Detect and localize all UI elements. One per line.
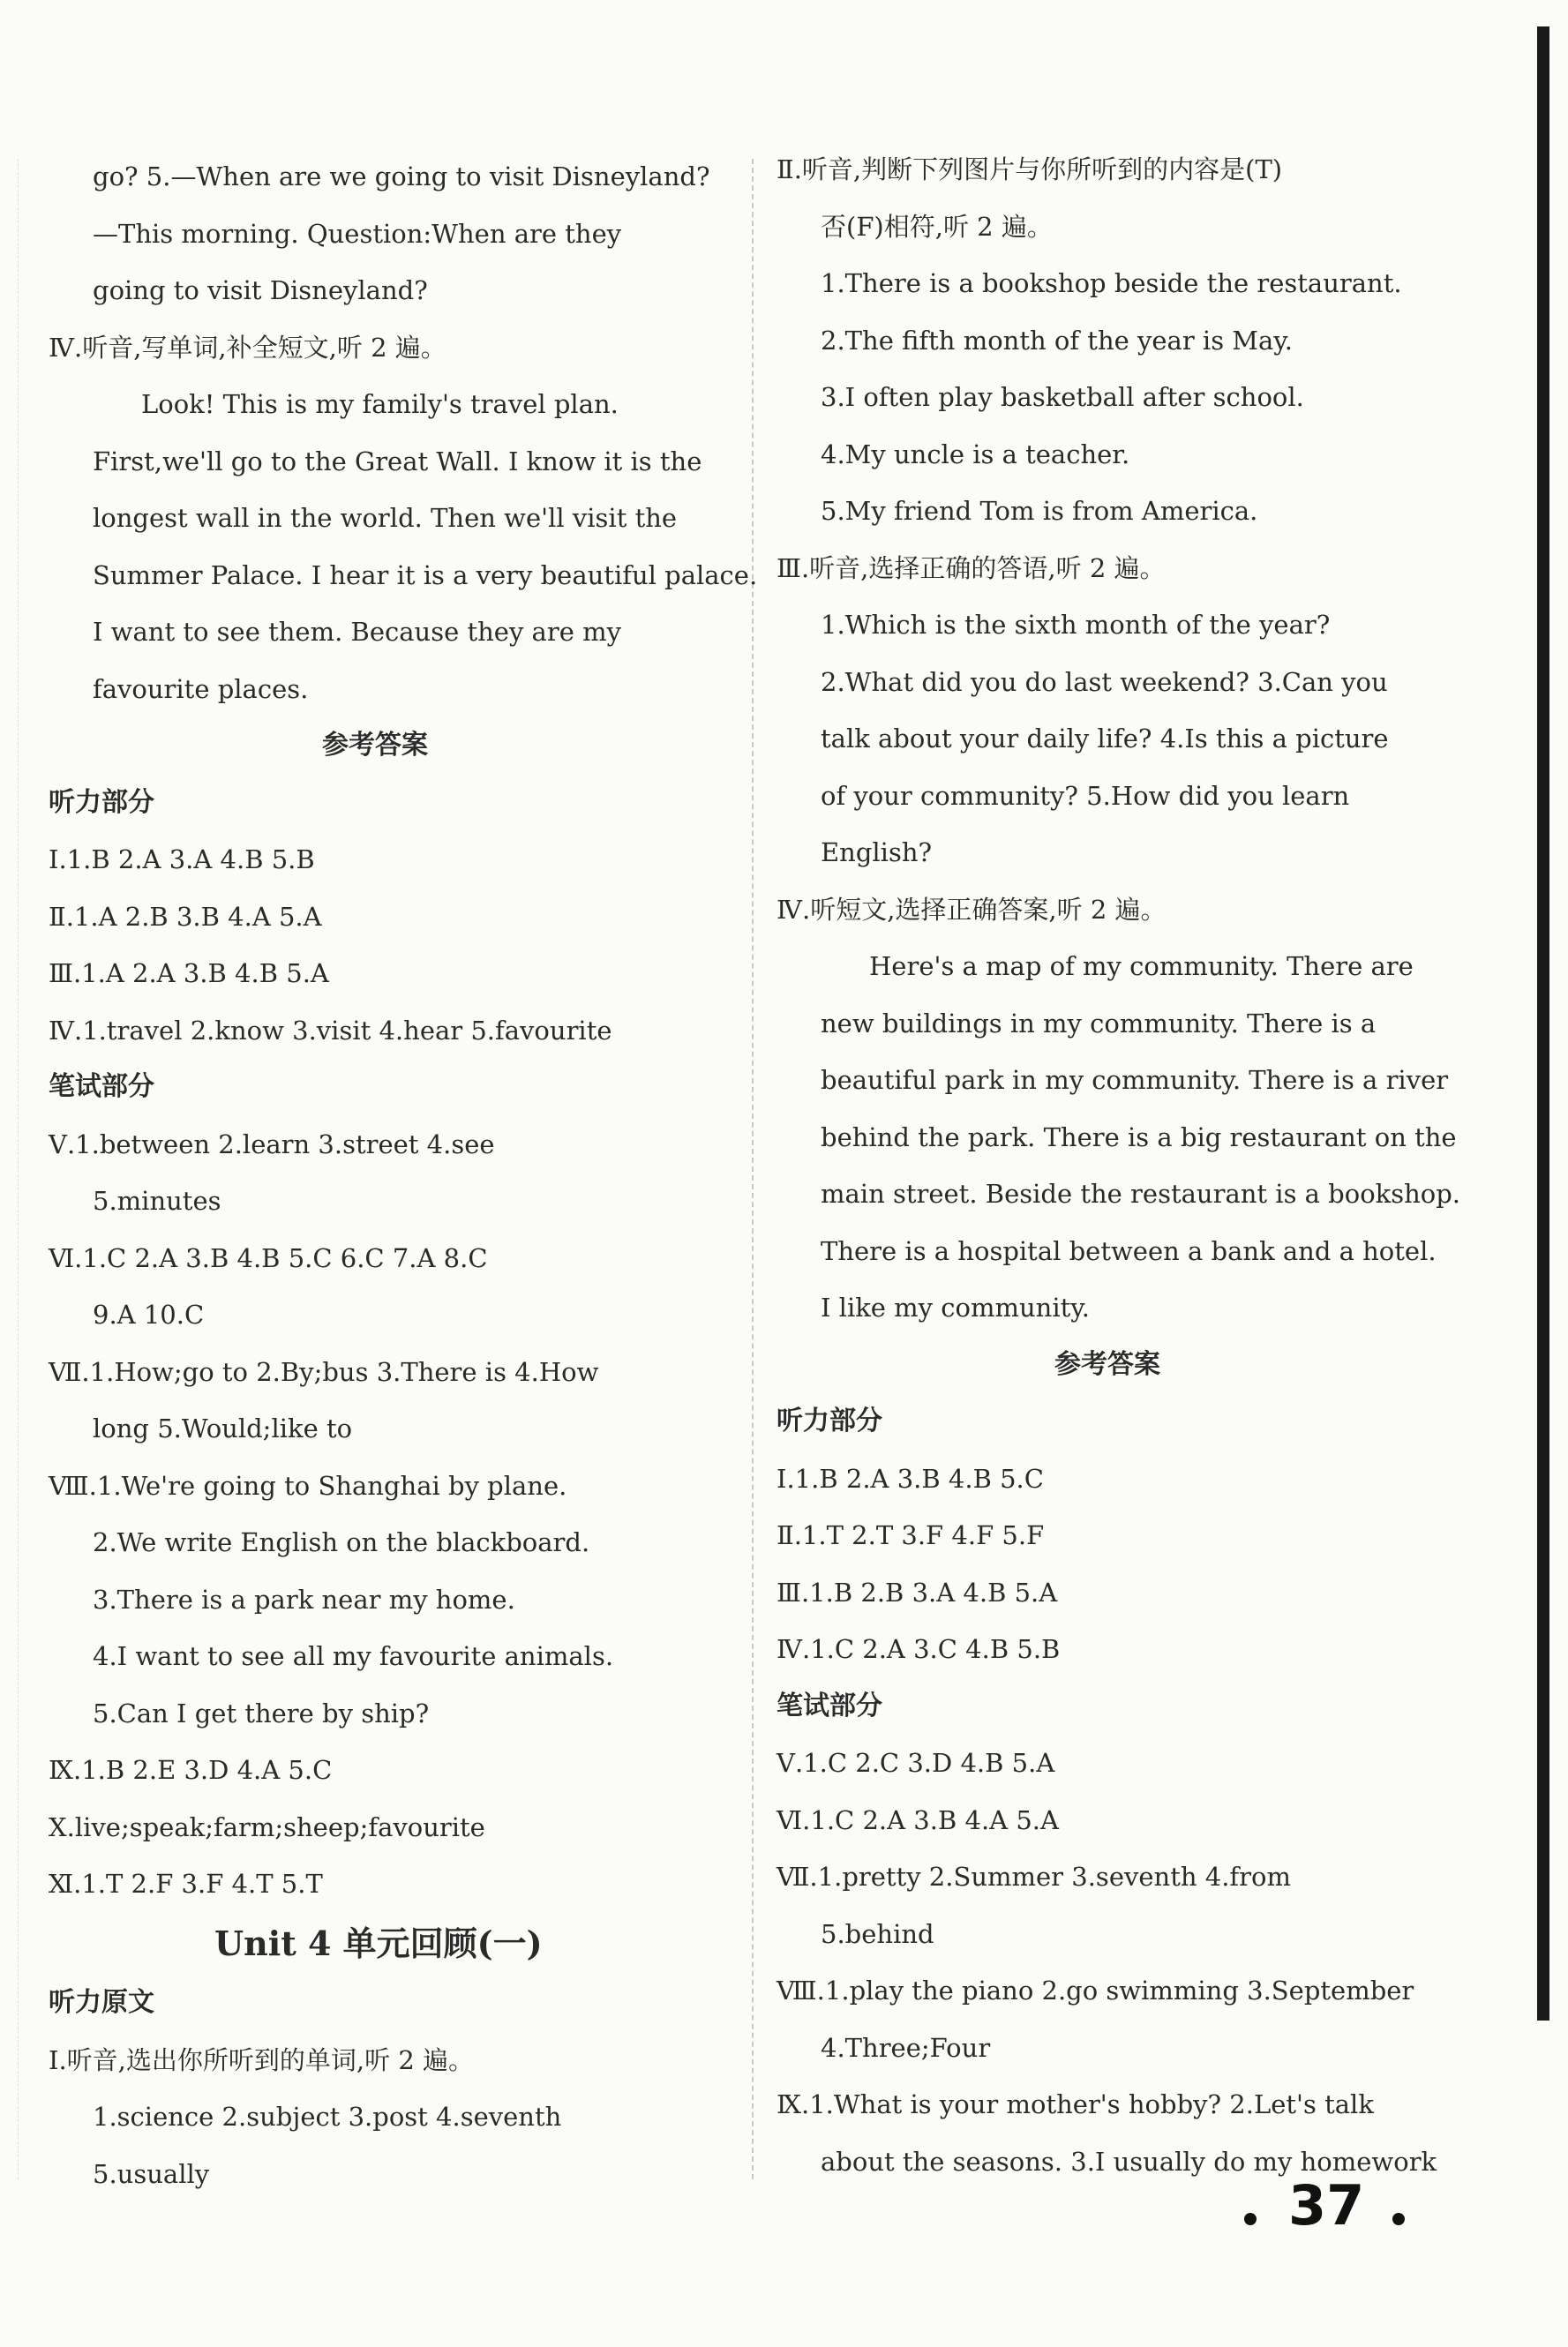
written-title: 笔试部分 — [49, 1071, 154, 1102]
script-line: 3.I often play basketball after school. — [821, 382, 1304, 412]
answer-line: 4.Three;Four — [821, 2032, 991, 2063]
answer-line: Ⅶ.1.pretty 2.Summer 3.seventh 4.from — [776, 1862, 1291, 1892]
unit-title: Unit 4 单元回顾(一) — [214, 1923, 543, 1963]
script-line: of your community? 5.How did you learn — [821, 780, 1350, 811]
passage-line: Summer Palace. I hear it is a very beautiful palace. — [93, 559, 758, 590]
script-line: 2.What did you do last weekend? 3.Can you — [821, 666, 1388, 697]
answer-line: Ⅲ.1.A 2.A 3.B 4.B 5.A — [49, 958, 329, 988]
column-divider — [752, 159, 754, 2179]
answer-line: Ⅱ.1.T 2.T 3.F 4.F 5.F — [776, 1520, 1045, 1550]
script-line: 2.The fifth month of the year is May. — [821, 325, 1294, 356]
script-line: Ⅱ.听音,判断下列图片与你所听到的内容是(T) — [776, 154, 1283, 184]
script-line: English? — [821, 837, 933, 867]
listening-title: 听力部分 — [49, 786, 154, 818]
answer-line: Ⅸ.1.What is your mother's hobby? 2.Let's talk — [776, 2089, 1374, 2119]
answer-line: 5.behind — [821, 1918, 934, 1949]
script-line: Ⅲ.听音,选择正确的答语,听 2 遍。 — [776, 552, 1166, 583]
answer-line: 2.We write English on the blackboard. — [93, 1527, 590, 1557]
answer-line: Ⅱ.1.A 2.B 3.B 4.A 5.A — [49, 901, 322, 932]
page-number: 37 — [1288, 2173, 1365, 2238]
answer-line: Ⅳ.1.C 2.A 3.C 4.B 5.B — [776, 1634, 1061, 1664]
passage-line: I want to see them. Because they are my — [93, 617, 621, 647]
script-line: 5.usually — [93, 2158, 210, 2189]
script-line: going to visit Disneyland? — [93, 275, 428, 305]
answer-line: Ⅷ.1.We're going to Shanghai by plane. — [49, 1470, 567, 1501]
passage-line: Look! This is my family's travel plan. — [141, 389, 619, 419]
passage-line: new buildings in my community. There is a — [821, 1008, 1377, 1039]
answer-line: 3.There is a park near my home. — [93, 1584, 515, 1615]
answers-title: 参考答案 — [1054, 1348, 1160, 1380]
answer-line: Ⅴ.1.C 2.C 3.D 4.B 5.A — [776, 1748, 1055, 1778]
page-edge-bar — [1537, 26, 1549, 2021]
script-line: —This morning. Question:When are they — [93, 218, 622, 249]
answer-line: Ⅳ.1.travel 2.know 3.visit 4.hear 5.favourite — [49, 1015, 612, 1046]
answer-line: long 5.Would;like to — [93, 1413, 353, 1443]
answer-line: Ⅷ.1.play the piano 2.go swimming 3.September — [776, 1976, 1414, 2006]
passage-line: main street. Beside the restaurant is a bookshop. — [821, 1179, 1461, 1209]
answer-line: 5.minutes — [93, 1186, 221, 1216]
script-line: go? 5.—When are we going to visit Disneyland? — [93, 161, 710, 191]
answer-line: Ⅸ.1.B 2.E 3.D 4.A 5.C — [49, 1755, 333, 1785]
answer-line: about the seasons. 3.I usually do my homework — [821, 2146, 1437, 2177]
script-line: 1.Which is the sixth month of the year? — [821, 610, 1331, 640]
script-line: talk about your daily life? 4.Is this a picture — [821, 724, 1389, 754]
passage-line: longest wall in the world. Then we'll visit the — [93, 503, 678, 533]
listening-title: 听力部分 — [776, 1406, 882, 1436]
answer-line: 4.I want to see all my favourite animals. — [93, 1641, 614, 1671]
answers-title: 参考答案 — [322, 730, 428, 761]
passage-line: I like my community. — [821, 1293, 1091, 1323]
script-line: 5.My friend Tom is from America. — [821, 496, 1258, 526]
script-line: 1.There is a bookshop beside the restaurant. — [821, 268, 1402, 298]
passage-line: behind the park. There is a big restaurant on the — [821, 1121, 1457, 1152]
answer-line: Ⅵ.1.C 2.A 3.B 4.B 5.C 6.C 7.A 8.C — [49, 1242, 488, 1273]
passage-line: beautiful park in my community. There is a river — [821, 1065, 1449, 1095]
answer-line: Ⅺ.1.T 2.F 3.F 4.T 5.T — [49, 1869, 323, 1899]
written-title: 笔试部分 — [776, 1690, 882, 1721]
passage-line: There is a hospital between a bank and a hotel. — [821, 1235, 1437, 1266]
answer-line: Ⅵ.1.C 2.A 3.B 4.A 5.A — [776, 1804, 1059, 1835]
script-line: Ⅰ.听音,选出你所听到的单词,听 2 遍。 — [49, 2044, 474, 2075]
answer-line: Ⅲ.1.B 2.B 3.A 4.B 5.A — [776, 1577, 1058, 1608]
answer-line: Ⅰ.1.B 2.A 3.A 4.B 5.B — [49, 844, 315, 874]
script-title: 听力原文 — [49, 1987, 154, 2018]
answer-line: Ⅰ.1.B 2.A 3.B 4.B 5.C — [776, 1463, 1044, 1494]
answer-line: Ⅶ.1.How;go to 2.By;bus 3.There is 4.How — [49, 1356, 599, 1387]
answer-line: Ⅹ.live;speak;farm;sheep;favourite — [49, 1811, 485, 1842]
script-line: 1.science 2.subject 3.post 4.seventh — [93, 2102, 562, 2132]
page-number-dot-right — [1392, 2213, 1405, 2225]
script-line: 4.My uncle is a teacher. — [821, 439, 1130, 469]
answer-line: 9.A 10.C — [93, 1300, 205, 1330]
margin-guide — [18, 159, 19, 2179]
section-heading: Ⅳ.听音,写单词,补全短文,听 2 遍。 — [49, 332, 446, 363]
answer-line: Ⅴ.1.between 2.learn 3.street 4.see — [49, 1129, 495, 1159]
script-line: 否(F)相符,听 2 遍。 — [821, 211, 1053, 242]
passage-line: Here's a map of my community. There are — [869, 951, 1414, 981]
script-line: Ⅳ.听短文,选择正确答案,听 2 遍。 — [776, 894, 1167, 925]
passage-line: favourite places. — [93, 673, 309, 704]
answer-line: 5.Can I get there by ship? — [93, 1698, 430, 1728]
passage-line: First,we'll go to the Great Wall. I know it is the — [93, 446, 702, 476]
